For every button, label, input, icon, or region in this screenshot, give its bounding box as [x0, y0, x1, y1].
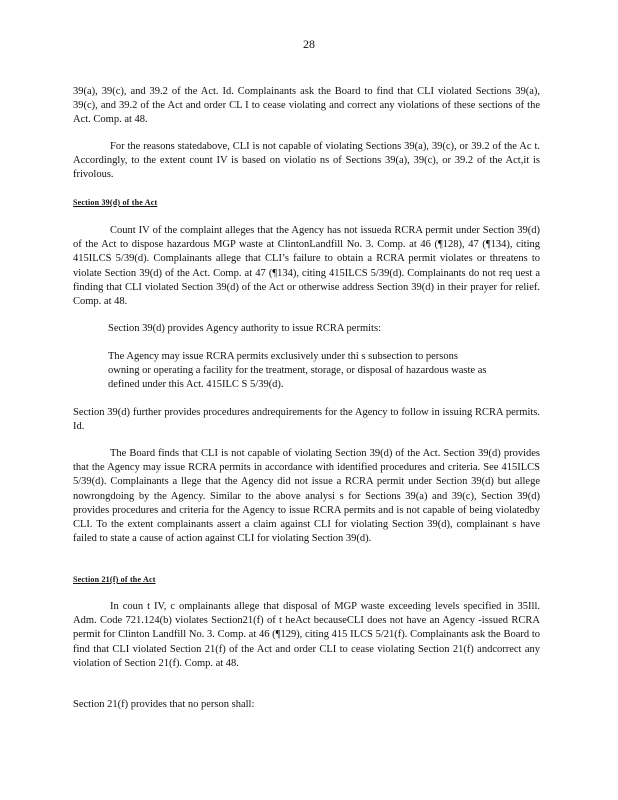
paragraph-count-iv-21f: In coun t IV, c omplainants allege that disposal of MGP waste exceeding levels specified in 35Ill. Adm. Code 721.124(b) violates Section21(f) of t heAct becauseCLI does not have an Agency -issued RCRA permit for Clinton Landfill No. 3. Comp. at 46 (¶129), citing 415 ILCS 5/21(f). Complainants ask the Board to find that CLI violated Section 21(f) of the Act and order CLI to cease violating Section 21(f) andcorrect any violation of Section 21(f). Comp. at 48. — [73, 601, 540, 669]
page-number: 28 — [303, 37, 315, 51]
paragraph-board-finds-39d: The Board finds that CLI is not capable of violating Section 39(d) of the Act. Section 39(d) provides that the Agency may issue RCRA permits in accordance with identified procedures and criteria. See 415ILCS 5/39(d). Complainants a llege that the Agency did not issue a RCRA permit under Section 39(d) but allege nowrongdoing by the Agency. Similar to the above analysi s for Sections 39(a) and 39(c), Section 39(d) provides procedures and criteria for the Agency to issue RCRA permits and is not capable of being violatedby CLI. To the extent complainants assert a claim against CLI for violating Section 39(d), complainant s have failed to state a cause of action against CLI for violating Section 39(d). — [73, 448, 540, 545]
section-heading-21f: Section 21(f) of the Act — [73, 575, 156, 584]
section-heading-39d: Section 39(d) of the Act — [73, 198, 158, 207]
paragraph-39d-procedures: Section 39(d) further provides procedures andrequirements for the Agency to follow in issuing RCRA permits. Id. — [73, 407, 540, 433]
paragraph-39d-provides: Section 39(d) provides Agency authority to issue RCRA permits: — [108, 323, 381, 334]
paragraph-intro: 39(a), 39(c), and 39.2 of the Act. Id. Complainants ask the Board to find that CLI violated Sections 39(a), 39(c), and 39.2 of the Act and order CL I to cease violating and correct any violations of these sections of the Act. Comp. at 48. — [73, 86, 540, 126]
block-quote-39d: The Agency may issue RCRA permits exclusively under thi s subsection to persons owning or operating a facility for the treatment, storage, or disposal of hazardous waste as defined under this Act. 415ILC S 5/39(d). — [108, 351, 487, 391]
paragraph-count-iv-39d: Count IV of the complaint alleges that the Agency has not issueda RCRA permit under Section 39(d) of the Act to dispose hazardous MGP waste at ClintonLandfill No. 3. Comp. at 46 (¶128), 47 (¶134), citing 415ILCS 5/39(d). Complainants allege that CLI’s failure to obtain a RCRA permit violates or threatens to violate Section 39(d) of the Act. Comp. at 47 (¶134), citing 415ILCS 5/39(d). Complainants do not req uest a finding that CLI violated Section 39(d) of the Act or otherwise address Section 39(d) in their prayer for relief. Comp. at 48. — [73, 225, 540, 308]
paragraph-21f-provides: Section 21(f) provides that no person shall: — [73, 699, 255, 710]
paragraph-frivolous: For the reasons statedabove, CLI is not capable of violating Sections 39(a), 39(c), or 39.2 of the Ac t. Accordingly, to the extent count IV is based on violatio ns of Sections 39(a), 39(c), or 39.2 of the Act,it is frivolous. — [73, 141, 540, 181]
